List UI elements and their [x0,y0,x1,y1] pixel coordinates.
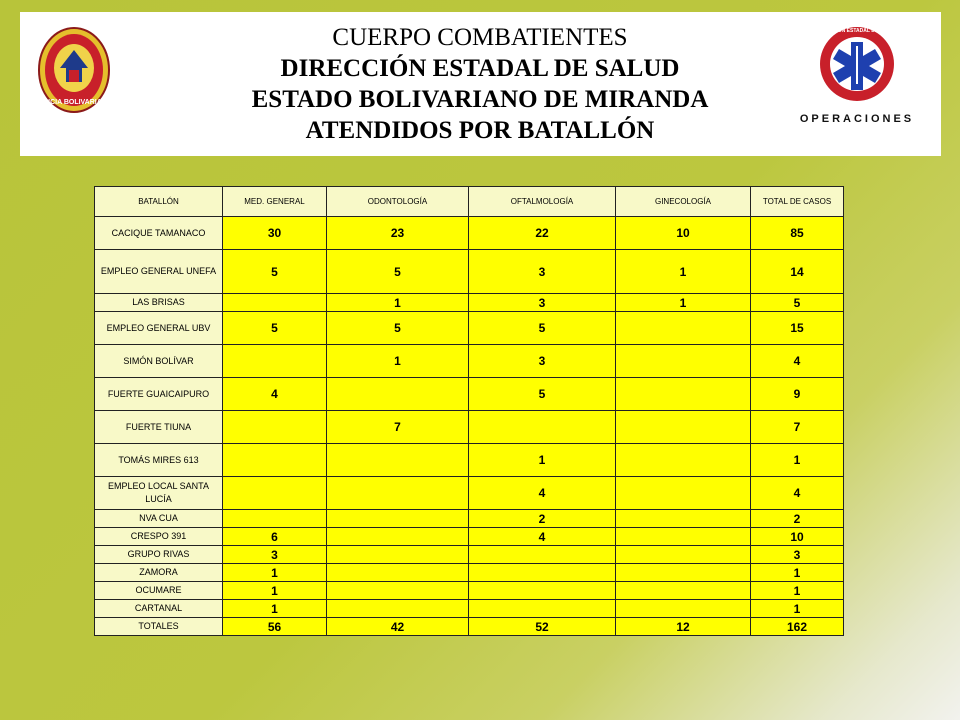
value-cell: 5 [223,312,327,345]
battalion-name-cell: ZAMORA [95,564,223,582]
value-cell [223,294,327,312]
value-cell: 1 [616,294,751,312]
value-cell: 3 [751,546,844,564]
value-cell: 4 [469,477,616,510]
value-cell [616,582,751,600]
header-ginecologia: GINECOLOGÍA [616,187,751,217]
battalion-name-cell: CRESPO 391 [95,528,223,546]
battalion-name-cell: SIMÓN BOLÍVAR [95,345,223,378]
value-cell: 1 [616,250,751,294]
value-cell [616,564,751,582]
value-cell [223,411,327,444]
value-cell [327,528,469,546]
value-cell: 5 [327,312,469,345]
value-cell [469,582,616,600]
value-cell [616,378,751,411]
value-cell: 3 [469,345,616,378]
operaciones-logo-icon [795,24,920,129]
value-cell: 1 [751,582,844,600]
value-cell: 4 [223,378,327,411]
value-cell: 10 [616,217,751,250]
svg-text:DIRECCIÓN ESTADAL DE SALUD: DIRECCIÓN ESTADAL DE SALUD [817,28,897,34]
header-banner [20,12,941,156]
value-cell [223,444,327,477]
value-cell: 5 [223,250,327,294]
value-cell: 7 [751,411,844,444]
value-cell: 14 [751,250,844,294]
header-total: TOTAL DE CASOS [751,187,844,217]
value-cell [327,444,469,477]
value-cell: 56 [223,618,327,636]
value-cell: 3 [223,546,327,564]
value-cell [327,564,469,582]
table-row [95,528,844,546]
table-row [95,444,844,477]
value-cell: 4 [751,345,844,378]
value-cell [469,546,616,564]
title-line-3: ESTADO BOLIVARIANO DE MIRANDA [251,86,709,113]
battalion-name-cell: LAS BRISAS [95,294,223,312]
value-cell: 10 [751,528,844,546]
value-cell: 1 [327,294,469,312]
value-cell: 7 [327,411,469,444]
value-cell: 1 [751,600,844,618]
value-cell: 3 [469,294,616,312]
table-row [95,217,844,250]
value-cell: 9 [751,378,844,411]
table-row [95,345,844,378]
battalion-name-cell: OCUMARE [95,582,223,600]
svg-text:MILICIA BOLIVARIANA: MILICIA BOLIVARIANA [36,99,112,106]
value-cell: 15 [751,312,844,345]
header-battalion: BATALLÓN [95,187,223,217]
value-cell: 2 [469,510,616,528]
value-cell: 4 [469,528,616,546]
value-cell [327,600,469,618]
value-cell: 5 [469,312,616,345]
table-row [95,582,844,600]
header-odontologia: ODONTOLOGÍA [327,187,469,217]
value-cell [327,582,469,600]
value-cell [327,510,469,528]
value-cell: 85 [751,217,844,250]
value-cell [469,600,616,618]
value-cell [616,600,751,618]
value-cell [327,378,469,411]
table-row [95,378,844,411]
value-cell [469,411,616,444]
table-row [95,477,844,510]
value-cell: 22 [469,217,616,250]
value-cell [223,345,327,378]
value-cell [223,510,327,528]
title-line-2: DIRECCIÓN ESTADAL DE SALUD [280,55,680,82]
value-cell [616,345,751,378]
value-cell: 1 [223,582,327,600]
page-title [200,22,760,146]
value-cell: 4 [751,477,844,510]
table-row [95,510,844,528]
battalion-name-cell: FUERTE GUAICAIPURO [95,378,223,411]
value-cell: 1 [327,345,469,378]
value-cell [469,564,616,582]
header-oftalmologia: OFTALMOLOGÍA [469,187,616,217]
value-cell: 12 [616,618,751,636]
battalion-name-cell: TOTALES [95,618,223,636]
title-line-1: CUERPO COMBATIENTES [332,24,628,51]
value-cell: 5 [469,378,616,411]
svg-text:OPERACIONES: OPERACIONES [799,113,915,125]
table-row [95,564,844,582]
value-cell: 3 [469,250,616,294]
value-cell: 5 [751,294,844,312]
table-row [95,618,844,636]
battalion-name-cell: EMPLEO GENERAL UBV [95,312,223,345]
title-line-4: ATENDIDOS POR BATALLÓN [305,117,655,144]
battalion-name-cell: FUERTE TIUNA [95,411,223,444]
value-cell [616,528,751,546]
value-cell: 6 [223,528,327,546]
battalion-name-cell: GRUPO RIVAS [95,546,223,564]
battalion-name-cell: EMPLEO LOCAL SANTA LUCÍA [95,477,223,510]
value-cell [616,477,751,510]
value-cell: 30 [223,217,327,250]
value-cell [327,477,469,510]
battalion-name-cell: TOMÁS MIRES 613 [95,444,223,477]
value-cell: 1 [223,564,327,582]
header-med-general: MED. GENERAL [223,187,327,217]
value-cell [327,546,469,564]
value-cell: 23 [327,217,469,250]
value-cell: 2 [751,510,844,528]
battalion-name-cell: CACIQUE TAMANACO [95,217,223,250]
battalion-name-cell: NVA CUA [95,510,223,528]
value-cell: 1 [469,444,616,477]
table-row [95,312,844,345]
table-row [95,600,844,618]
value-cell: 1 [751,564,844,582]
value-cell: 1 [751,444,844,477]
table-row [95,250,844,294]
table-header-row [95,187,844,217]
value-cell: 162 [751,618,844,636]
value-cell [616,546,751,564]
table-row [95,294,844,312]
value-cell: 52 [469,618,616,636]
value-cell: 1 [223,600,327,618]
value-cell [616,444,751,477]
value-cell: 42 [327,618,469,636]
value-cell: 5 [327,250,469,294]
milicia-bolivariana-logo-icon [36,26,112,118]
value-cell [616,312,751,345]
battalion-name-cell: CARTANAL [95,600,223,618]
battalion-table [94,186,844,636]
battalion-name-cell: EMPLEO GENERAL UNEFA [95,250,223,294]
value-cell [616,510,751,528]
value-cell [616,411,751,444]
table-row [95,411,844,444]
table-row [95,546,844,564]
value-cell [223,477,327,510]
